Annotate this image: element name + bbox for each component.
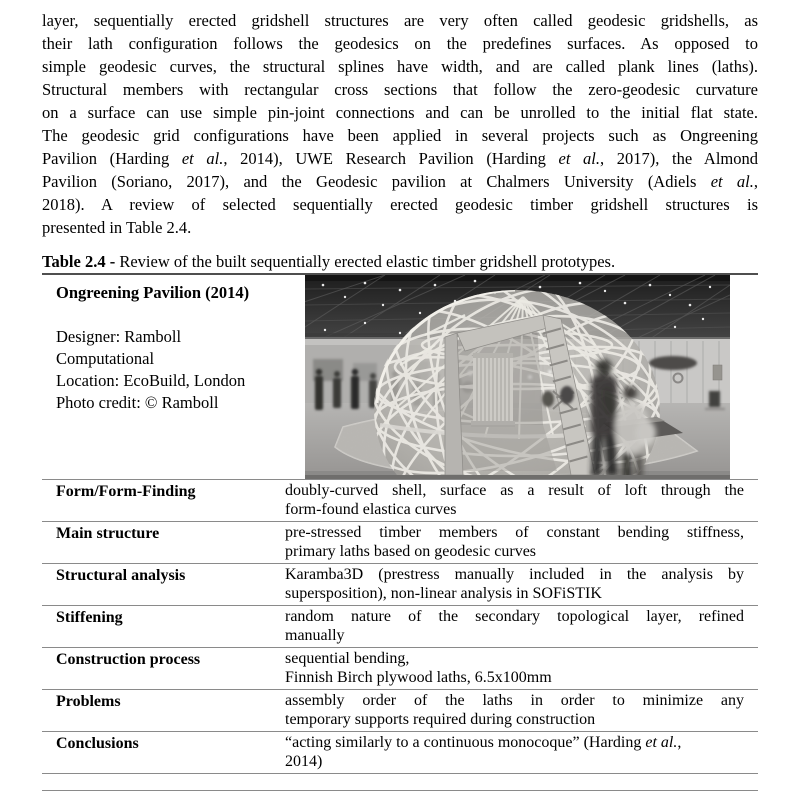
- row-content: [285, 734, 744, 771]
- text-line: [56, 370, 294, 392]
- row-label: Stiffening: [56, 609, 123, 626]
- project-info-cell: [42, 275, 300, 479]
- text-line: [42, 147, 758, 170]
- row-label: Conclusions: [56, 735, 139, 752]
- table-caption-label: Table 2.4 -: [42, 252, 116, 271]
- text: The geodesic grid configurations have been applied in several projects such as Ongreening: [42, 126, 758, 145]
- table-rows: [42, 479, 758, 773]
- row-content: [285, 608, 744, 645]
- text-line: [285, 627, 744, 646]
- text: presented in Table 2.4.: [42, 218, 192, 237]
- row-content: [285, 482, 744, 519]
- text-line: [42, 55, 758, 78]
- text: assembly order of the laths in order to minimize any: [285, 692, 744, 709]
- text: layer, sequentially erected gridshell structures are very often called geodesic gridshells, as: [42, 11, 758, 30]
- interior-column: [471, 353, 515, 427]
- text: Karamba3D (prestress manually included in the analysis by: [285, 566, 744, 583]
- text: “acting similarly to a continuous monocoque” (Harding: [285, 734, 646, 751]
- text: Finnish Birch plywood laths, 6.5x100mm: [285, 668, 552, 686]
- text: manually: [285, 626, 345, 644]
- text: 2018). A review of selected sequentially erected geodesic timber gridshell structures is: [42, 195, 758, 214]
- text: temporary supports required during construction: [285, 710, 596, 728]
- text-line: [56, 392, 294, 414]
- text: primary laths based on geodesic curves: [285, 542, 537, 560]
- table-2-4: [42, 273, 758, 791]
- row-content: [285, 566, 744, 603]
- table-row: [42, 479, 758, 521]
- text-line: [285, 734, 744, 753]
- text-line: [56, 326, 294, 348]
- text-line: [285, 692, 744, 711]
- intro-paragraph: [42, 9, 758, 239]
- text: Photo credit: © Ramboll: [56, 393, 219, 412]
- text: Computational: [56, 349, 155, 368]
- italic-text: et al.: [181, 149, 224, 168]
- text-line: [285, 650, 744, 669]
- project-row: [42, 275, 758, 479]
- text-line: [285, 585, 744, 604]
- text-line: [42, 170, 758, 193]
- text-line: [285, 753, 744, 772]
- text: Location: EcoBuild, London: [56, 371, 246, 390]
- text: sequential bending,: [285, 650, 410, 667]
- table-row: [42, 689, 758, 731]
- text: Structural members with rectangular cross sections that follow the zero-geodesic curvature: [42, 80, 758, 99]
- italic-text: et al.: [558, 149, 601, 168]
- table-caption-text: Review of the built sequentially erected elastic timber gridshell prototypes.: [115, 252, 616, 271]
- table-row: [42, 731, 758, 773]
- row-label: Problems: [56, 693, 121, 710]
- table-end-spacer: [42, 773, 758, 790]
- text: ,: [753, 172, 758, 191]
- text: form-found elastica curves: [285, 500, 457, 518]
- text-line: [56, 348, 294, 370]
- text-line: [285, 711, 744, 730]
- text: 2014): [285, 752, 323, 770]
- text: Designer: Ramboll: [56, 327, 182, 346]
- text-line: [42, 101, 758, 124]
- table-row: [42, 647, 758, 689]
- table-row: [42, 605, 758, 647]
- text: pre-stressed timber members of constant bending stiffness,: [285, 524, 744, 541]
- project-title: Ongreening Pavilion (2014): [56, 283, 250, 302]
- project-details: [56, 326, 294, 414]
- text: doubly-curved shell, surface as a result of loft through the: [285, 482, 744, 499]
- text-line: [42, 9, 758, 32]
- text-line: [285, 524, 744, 543]
- photo-bottom-edge: [305, 475, 730, 479]
- row-label: Construction process: [56, 651, 201, 668]
- italic-text: et al.: [710, 172, 754, 191]
- row-label: Structural analysis: [56, 567, 186, 584]
- text: ,: [677, 734, 682, 751]
- text: on a surface can use simple pin-joint connections and can be unrolled to the initial flat state.: [42, 103, 758, 122]
- row-content: [285, 524, 744, 561]
- text: supersposition), non-linear analysis in SOFiSTIK: [285, 584, 602, 602]
- text-line: [285, 566, 744, 585]
- row-content: [285, 692, 744, 729]
- pavilion-photo-svg: [305, 275, 730, 479]
- text-line: [285, 608, 744, 627]
- text-line: [42, 216, 758, 239]
- text: Pavilion (Harding: [42, 149, 182, 168]
- text: their lath configuration follows the geodesics on the predefines surfaces. As opposed to: [42, 34, 758, 53]
- ongreening-pavilion-gridshell-photo: [305, 275, 730, 479]
- text-line: [42, 78, 758, 101]
- text: Pavilion (Soriano, 2017), and the Geodesic pavilion at Chalmers University (Adiels: [42, 172, 711, 191]
- row-label: Form/Form-Finding: [56, 483, 196, 500]
- text-line: [42, 32, 758, 55]
- text: simple geodesic curves, the structural splines have width, and are called plank lines (laths).: [42, 57, 758, 76]
- text: , 2017), the Almond: [600, 149, 759, 168]
- text: , 2014), UWE Research Pavilion (Harding: [223, 149, 559, 168]
- text-line: [42, 193, 758, 216]
- text: random nature of the secondary topological layer, refined: [285, 608, 744, 625]
- row-label: Main structure: [56, 525, 160, 542]
- italic-text: et al.: [645, 734, 678, 751]
- row-content: [285, 650, 744, 687]
- page-content: [42, 9, 758, 791]
- text-line: [285, 669, 744, 688]
- text-line: [285, 501, 744, 520]
- text-line: [285, 482, 744, 501]
- text-line: [42, 124, 758, 147]
- table-row: [42, 521, 758, 563]
- table-caption: [42, 251, 758, 273]
- table-row: [42, 563, 758, 605]
- text-line: [285, 543, 744, 562]
